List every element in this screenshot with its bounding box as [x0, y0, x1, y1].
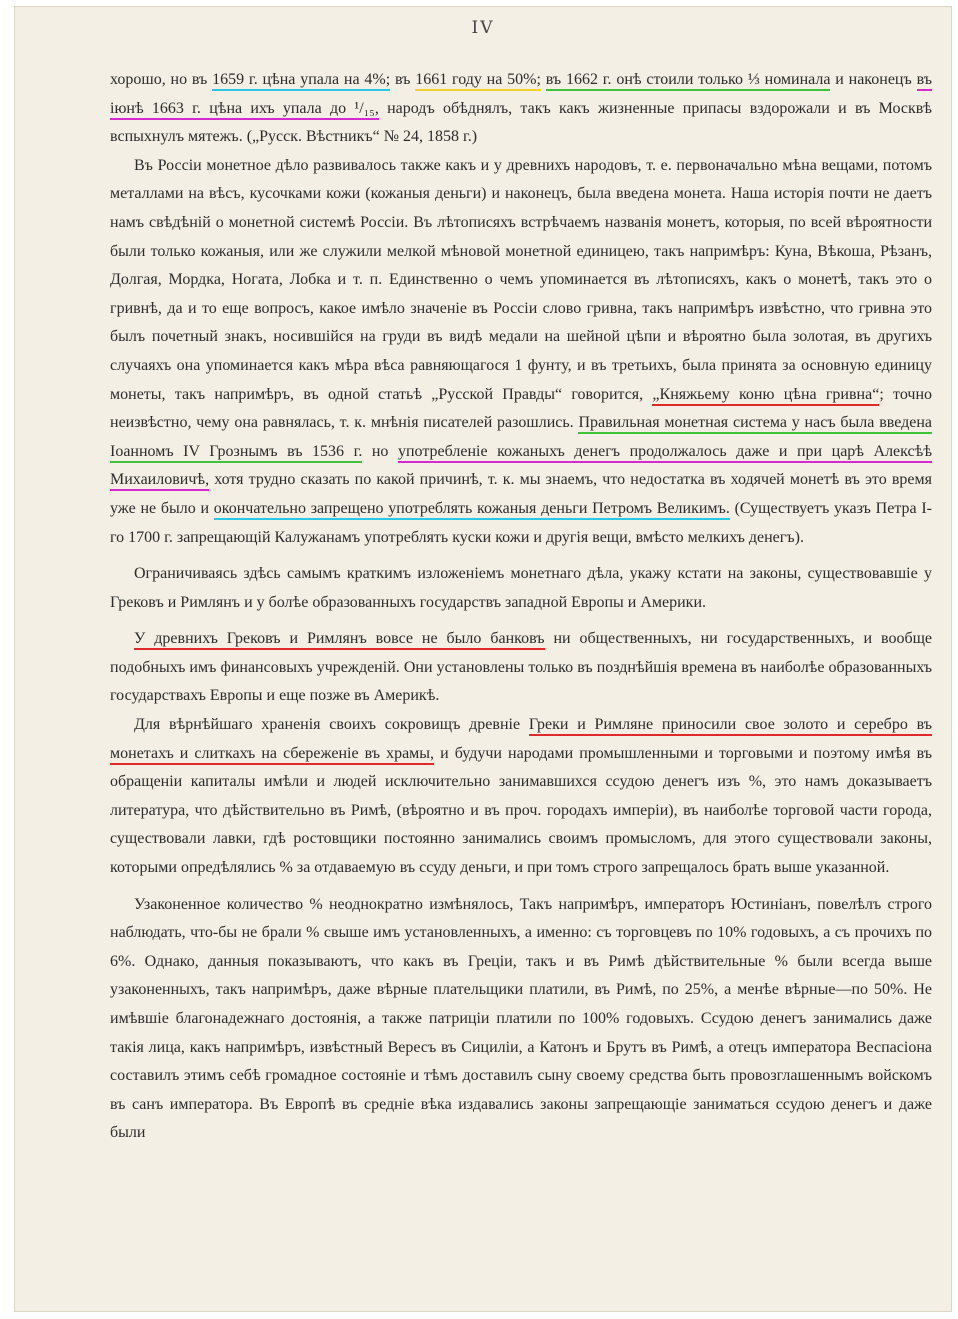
- text-run: Ограничиваясь здѣсь самымъ краткимъ изложеніемъ монетнаго дѣла, укажу кстати на законы, существовавшіе у Грековъ и Римлянъ и у болѣе образованныхъ государствъ западной Европы и Америки.: [110, 565, 932, 611]
- highlight-yellow-1661: 1661 году на 50%;: [415, 71, 541, 91]
- highlight-cyan-peter: окончательно запрещено употреблять кожаныя деньги Петромъ Великимъ.: [214, 500, 730, 520]
- highlight-magenta-1663: въ іюнѣ 1663 г. цѣна ихъ упала до ¹/₁₅,: [110, 71, 932, 120]
- text-run: (Существуетъ указъ Петра I-го 1700 г. запрещающій Калужанамъ употреблять куски кожи и другія вещи, вмѣсто мелкихъ денегъ).: [110, 499, 933, 546]
- text-run: и наконецъ: [830, 71, 917, 88]
- paragraph-3: [110, 560, 932, 617]
- highlight-red-temples: Греки и Римляне приносили свое золото и серебро въ монетахъ и слиткахъ на сбереженіе въ храмы,: [110, 716, 932, 765]
- text-run: и будучи народами промышленными и торговыми и поэтому имѣя въ обращеніи капиталы имѣли и людей исключительно занимавшихся ссудою денегъ изъ %, это намъ доказываетъ литература, что дѣйствительно въ Римѣ, (вѣроятно и въ проч. городахъ имперіи), въ наиболѣе торговой части города, существовали лавки, гдѣ ростовщики постоянно занимались своимъ промысломъ, для этого существовали законы, которыми опредѣлялись % за отдаваемую въ ссуду деньги, и при томъ строго запрещалось брать выше указанной.: [110, 744, 933, 877]
- text-run: ; точно неизвѣстно, чему она равнялась, т. к. мнѣнія писателей разошлись.: [110, 385, 933, 432]
- paragraph-4: [110, 625, 932, 711]
- text-run: въ: [390, 71, 416, 88]
- page-number: IV: [471, 18, 495, 38]
- paragraph-1: [110, 66, 932, 152]
- scanned-page: [14, 6, 952, 1312]
- text-run: народъ обѣднялъ, такъ какъ жизненные припасы вздорожали и въ Москвѣ вспыхнулъ мятежъ. („Русск. Вѣстникъ“ № 24, 1858 г.): [110, 99, 932, 146]
- text-run: ни общественныхъ, ни государственныхъ, и вообще подобныхъ имъ финансовыхъ учрежденій. Они установлены только въ позднѣйшія времена въ наиболѣе образованныхъ государствахъ Европы и еще позже въ Америкѣ.: [110, 630, 932, 705]
- paragraph-2: [110, 152, 932, 552]
- text-body: [110, 66, 932, 1148]
- text-run: [541, 71, 546, 88]
- paragraph-6: [110, 891, 932, 1148]
- highlight-magenta-leather: употребленіе кожаныхъ денегъ продолжалось даже и при царѣ Алексѣѣ Михаиловичѣ,: [110, 443, 932, 492]
- highlight-green-1536: Правильная монетная система у насъ была введена Іоанномъ IV Грознымъ въ 1536 г.: [110, 414, 932, 463]
- highlight-red-banks: У древнихъ Грековъ и Римлянъ вовсе не было банковъ: [134, 630, 545, 650]
- highlight-green-1662: въ 1662 г. онѣ стоили только ⅓ номинала: [546, 71, 831, 91]
- text-run: Для вѣрнѣйшаго храненія своихъ сокровищъ древніе: [134, 716, 529, 734]
- text-run: Узаконенное количество % неоднократно измѣнялось, Такъ напримѣръ, императоръ Юстиніанъ, повелѣлъ строго наблюдать, что-бы не брали % свыше имъ установленныхъ, а именно: съ торговцевъ по 10% годовыхъ, а съ прочихъ по 6%. Однако, данныя показываютъ, что какъ въ Греціи, такъ и въ Римѣ дѣйствительные % были всегда выше узаконенныхъ, такъ напримѣръ, даже вѣрные плательщики платили, въ Римѣ, по 25%, а менѣе вѣрные—по 50%. Не имѣвшіе благонадежнаго достоянія, а также патриціи платили по 100% годовыхъ. Ссудою денегъ занимались даже такія лица, какъ напримѣръ, извѣстный Вересъ въ Сициліи, а Катонъ и Брутъ въ Римѣ, а отецъ императора Веспасіона составилъ этимъ себѣ громадное состояніе и тѣмъ доставилъ сыну своему средства быть провозглашеннымъ войскомъ въ санъ императора. Въ Европѣ въ средніе вѣка издавались законы запрещающіе заниматься ссудою денегъ и даже были: [110, 895, 932, 1142]
- text-run: хотя трудно сказать по какой причинѣ, т. к. мы знаемъ, что недостатка въ ходячей монетѣ въ это время уже не было и: [110, 471, 932, 517]
- text-run: но: [362, 442, 398, 460]
- text-run: Въ Россіи монетное дѣло развивалось также какъ и у древнихъ народовъ, т. е. первоначально мѣна вещами, потомъ металлами на вѣсъ, кусочками кожи (кожаныя деньги) и наконецъ, была введена монета. Наша исторія почти не даетъ намъ свѣдѣній о монетной системѣ Россіи. Въ лѣтописяхъ встрѣчаемъ названія монетъ, которыя, по всей вѣроятности были только кожаныя, или же служили мелкой мѣновой монетной единицею, такъ напримѣръ: Куна, Вѣкоша, Рѣзанъ, Долгая, Мордка, Ногата, Лобка и т. п. Единственно о чемъ упоминается въ лѣтописяхъ, какъ о монетѣ, такъ это о гривнѣ, да и то еще вопросъ, какое имѣло значеніе въ Россіи слово гривна, такъ напримѣръ извѣстно, что гривна это былъ почетный знакъ, носившійся на груди въ видѣ медали на шейной цѣпи и вѣроятно была золотая, въ другихъ случаяхъ она упоминается какъ мѣра вѣса равняющагося 1 фунту, и въ третьихъ, была принята за основную единицу монеты, такъ напримѣръ, въ одной статьѣ „Русской Правды“ говорится,: [110, 156, 932, 403]
- highlight-cyan-1659: 1659 г. цѣна упала на 4%;: [212, 71, 390, 91]
- paragraph-5: [110, 711, 932, 883]
- highlight-red-grivna: „Княжьему коню цѣна гривна“: [652, 386, 879, 406]
- text-run: хорошо, но въ: [110, 71, 213, 88]
